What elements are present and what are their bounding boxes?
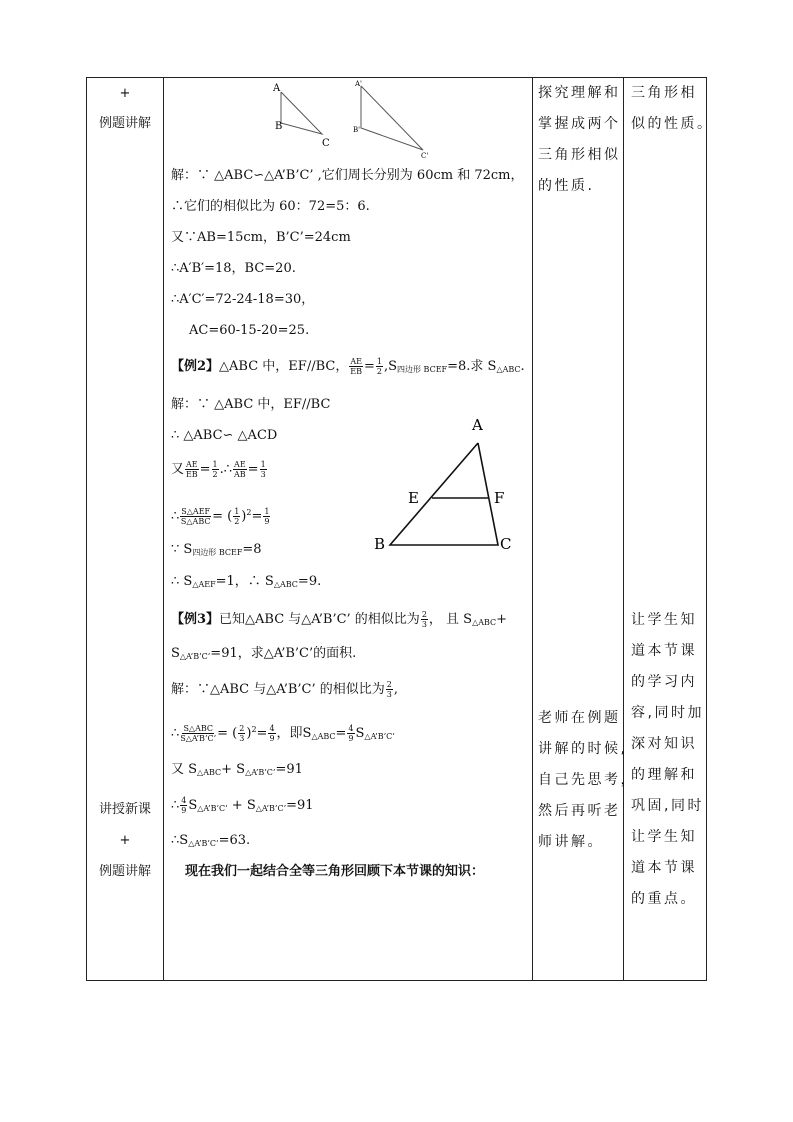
- col1-plus: +: [119, 833, 131, 848]
- summary-heading: 现在我们一起结合全等三角形回顾下本节课的知识：: [185, 864, 485, 879]
- col1-example-label: 例题讲解: [98, 116, 151, 131]
- ex1-line: 解：∵ △ABC∽△A’B’C’ ,它们周长分别为 60cm 和 72cm，: [171, 168, 524, 183]
- vertex-label: B: [275, 121, 283, 132]
- ex1-line: ∴A′C′=72-24-18=30，: [171, 292, 315, 307]
- ex2-step: ∴ $\frac{\text{S△AEF}}{\text{S△ABC}}$ = ( $\frac{1}{2}$ )$^2$= $\frac{1}{9}$: [171, 507, 270, 526]
- ex1-line: AC=60-15-20=25.: [189, 323, 310, 338]
- similar-triangles-figure: [265, 78, 440, 160]
- vertex-label: B': [353, 126, 361, 134]
- ex3-step: 又 $S_{\triangle ABC}+ S_{\triangle A’B’C’}=91$: [171, 762, 303, 777]
- design-intent-bottom: 让学生知 道本节课 的学习内 容,同时加 深对知识 的理解和 巩固,同时 让学生知 道本节课 的重点。: [631, 612, 704, 907]
- ex2-step: ∴ $S_{\triangle AEF}=1$，∴ $S_{\triangle ABC}=9$.: [171, 574, 322, 589]
- ex3-question: 【例3】已知△ABC 与△A’B’C’ 的相似比为 $\frac{2}{3}$ ， 且 $S_{\triangle ABC}+$: [171, 610, 508, 629]
- design-intent-top: 三角形相 似的性质。: [631, 85, 714, 132]
- vertex-label: A: [273, 83, 281, 94]
- ex3-step: $\therefore S_{\triangle A’B’C’}=63$.: [171, 833, 251, 848]
- vertex-label: A': [355, 80, 362, 88]
- ex3-step: ∴ $\frac{4}{9}$ $S_{\triangle A’B’C’} + S_{\triangle A’B’C’}=91$: [171, 796, 314, 815]
- ex1-line: ∴A′B′=18，BC=20.: [171, 261, 296, 276]
- ex2-question: 【例2】△ABC 中，EF//BC， $\frac{AE}{EB}$ = $\frac{1}{2}$ $,S_{四边形 BCEF}=8$.求 $S_{\triangle ABC}$.: [171, 357, 525, 376]
- col1-plus: +: [119, 86, 131, 101]
- student-activity-bottom: 老师在例题 讲解的时候, 自己先思考， 然后再听老 师讲解。: [538, 710, 637, 850]
- col1-new-lesson-label: 讲授新课: [98, 802, 151, 817]
- column-divider: [163, 78, 164, 980]
- vertex-label: C: [322, 138, 330, 149]
- ex3-question: $S_{\triangle A’B’C’}=91$，求△A’B’C’的面积.: [171, 646, 357, 661]
- ex3-step: 解：∵△ABC 与△A’B’C’ 的相似比为 $\frac{2}{3}$ ,: [171, 680, 398, 699]
- ex2-step: ∴ △ABC∽ △ACD: [171, 428, 278, 443]
- vertex-label: F: [494, 489, 505, 507]
- ex1-line: 又∵AB=15cm，B’C’=24cm: [171, 230, 351, 245]
- col1-example-label: 例题讲解: [98, 864, 151, 879]
- student-activity-top: 探究理解和 掌握成两个 三角形相似 的性质.: [538, 85, 621, 194]
- vertex-label: A: [472, 416, 483, 434]
- vertex-label: B: [374, 535, 386, 553]
- vertex-label: E: [408, 489, 419, 507]
- ex3-step: ∴ $\frac{\text{S△ABC}}{S\triangle A’B’C’}$ = ( $\frac{2}{3}$ )$^2$= $\frac{4}{9}$ ，即$S_{\triangle ABC}=$ $\frac{4}{9}$ $S_{\triangle A’B’C’}$: [171, 724, 395, 743]
- ex2-step: 解：∵ △ABC 中，EF//BC: [171, 397, 331, 412]
- ex1-line: ∴它们的相似比为 60：72=5：6.: [171, 199, 370, 214]
- triangle-ef-figure: [370, 412, 520, 557]
- ex2-step: 又 $\frac{AE}{EB}$ = $\frac{1}{2}$ .∴ $\frac{AE}{AB}$ = $\frac{1}{3}$: [171, 460, 266, 479]
- vertex-label: C: [500, 535, 512, 553]
- vertex-label: C': [421, 152, 429, 160]
- ex2-step: ∵ $S_{四边形 BCEF}=8$: [171, 542, 262, 557]
- column-divider: [532, 78, 533, 980]
